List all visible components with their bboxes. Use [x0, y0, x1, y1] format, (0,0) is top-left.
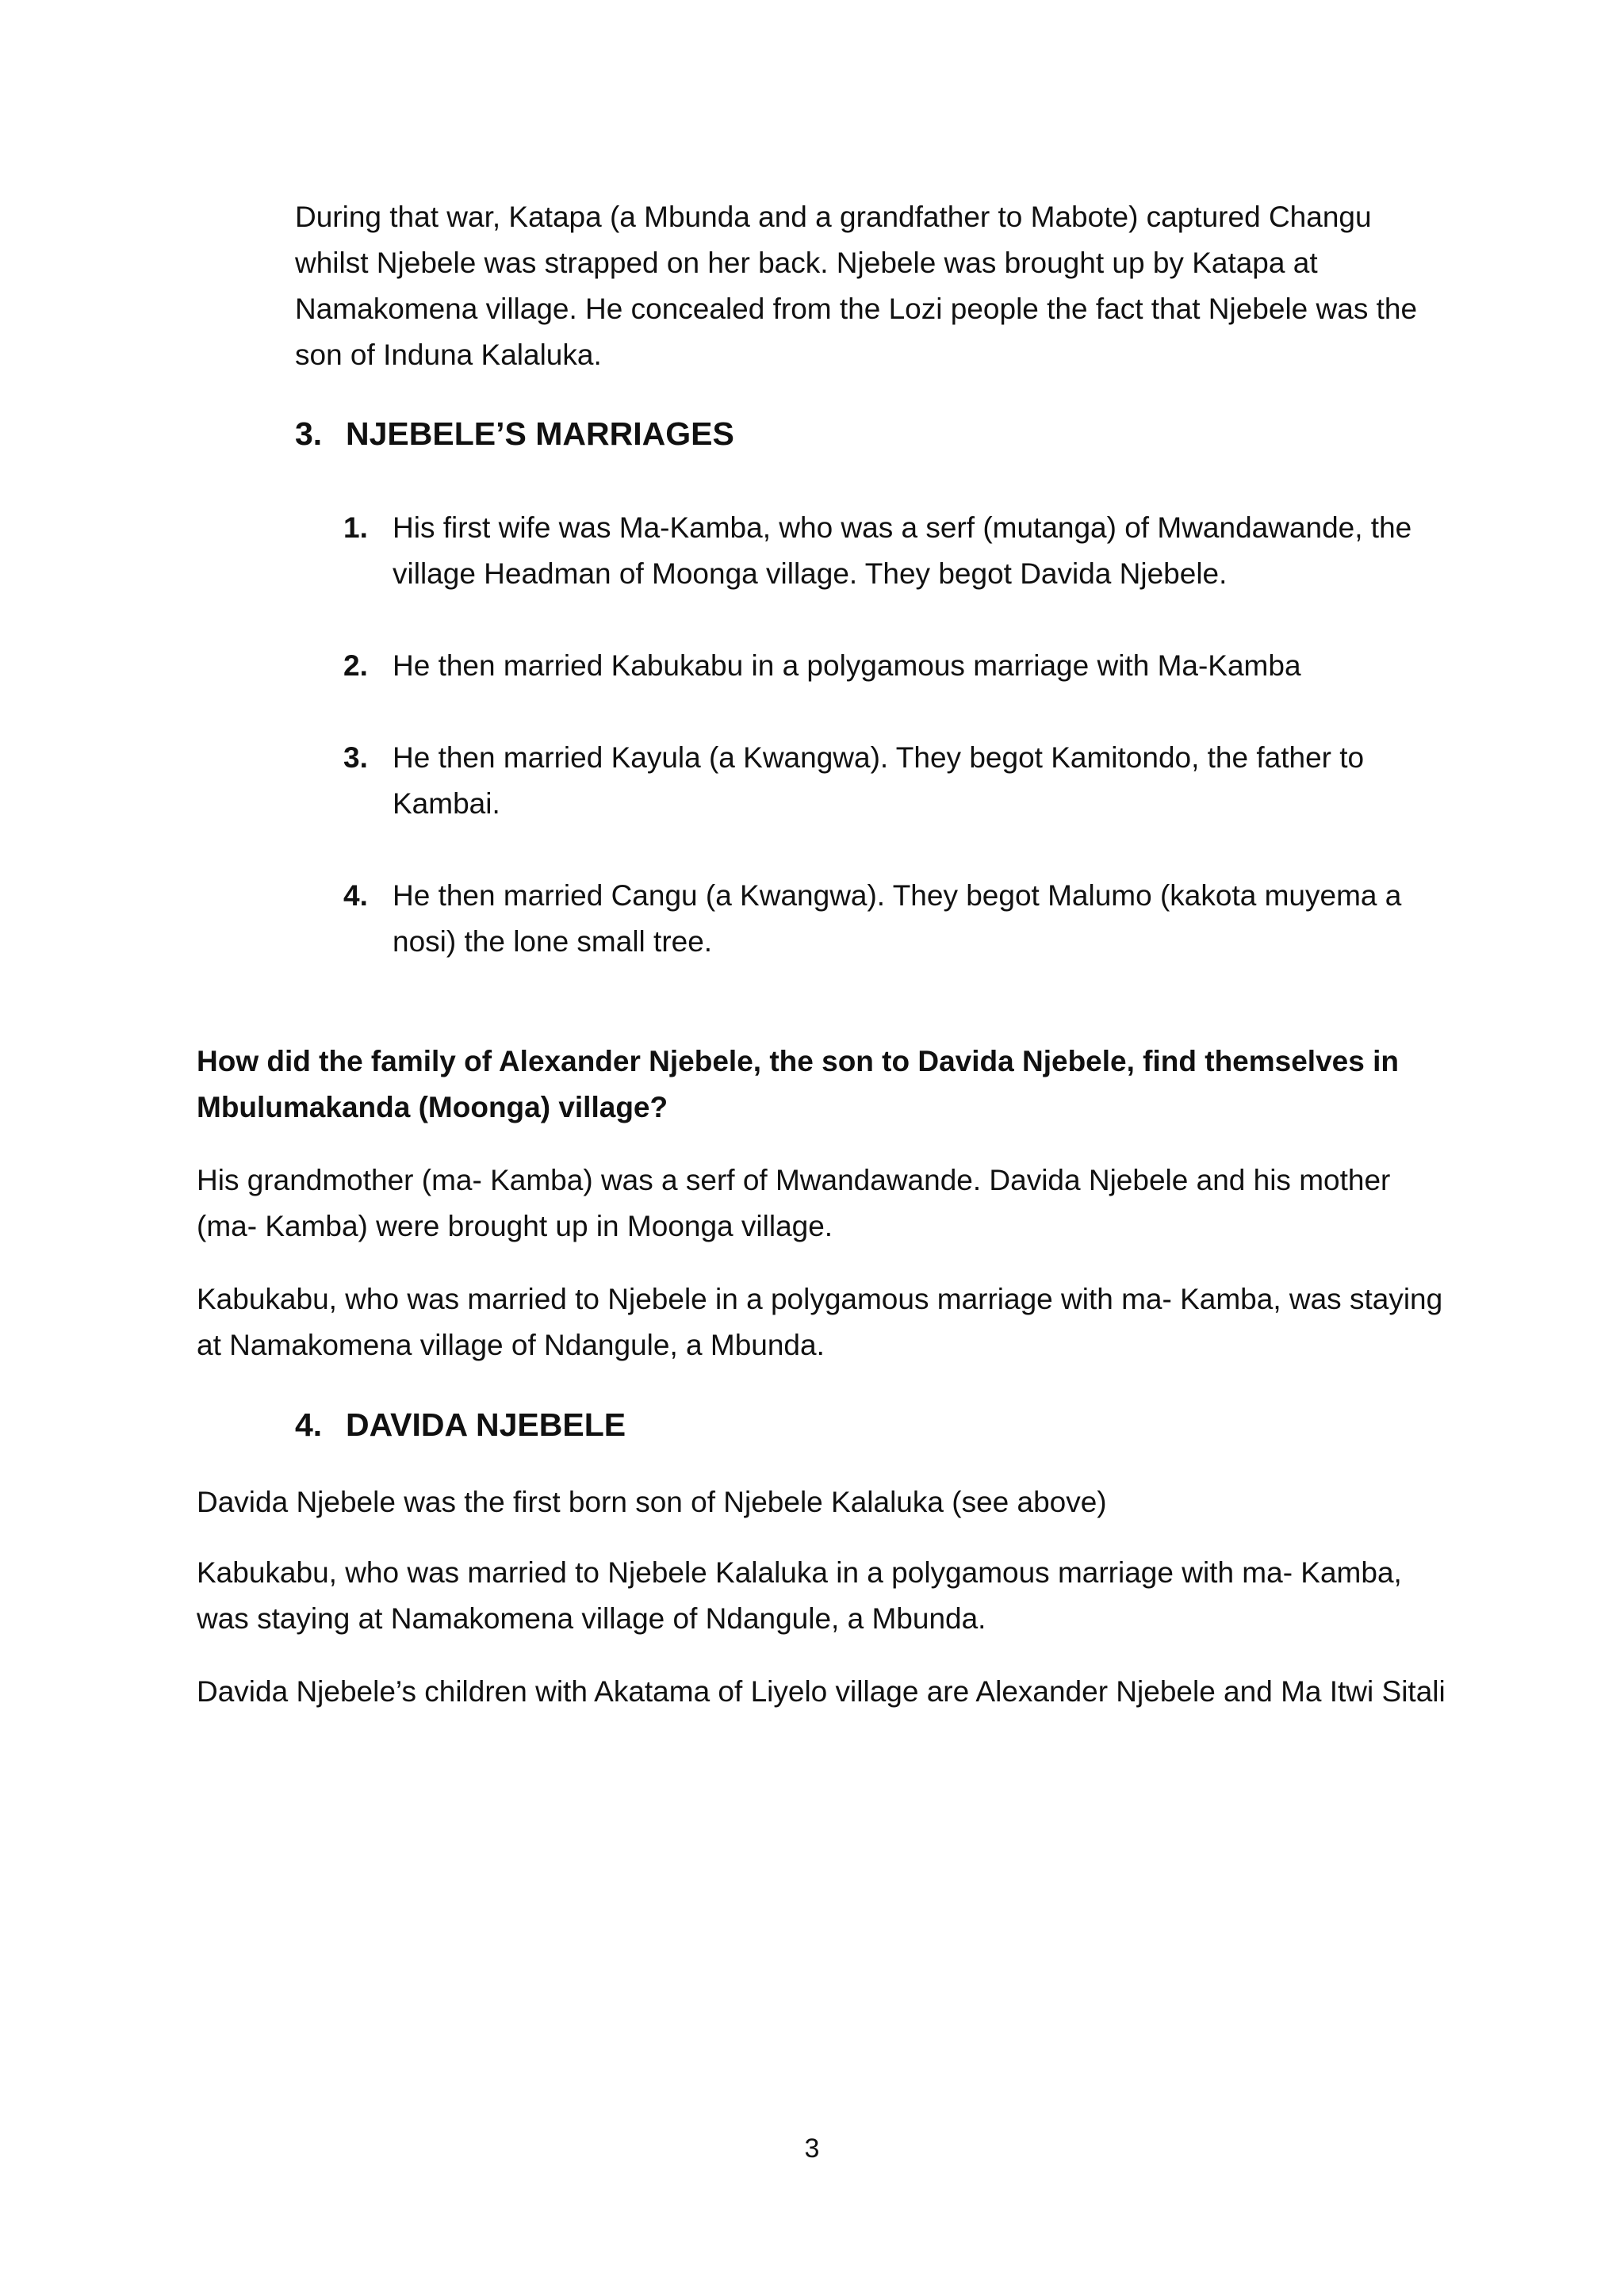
list-item — [343, 735, 1454, 827]
answer-paragraph: Kabukabu, who was married to Njebele in a polygamous marriage with ma- Kamba, was staying at Namakomena village of Ndangule, a Mbunda. — [197, 1283, 1443, 1361]
list-item — [343, 873, 1454, 965]
list-item — [343, 643, 1454, 689]
list-marker: 4. — [343, 879, 368, 912]
section-4-title: DAVIDA NJEBELE — [346, 1406, 626, 1443]
section-3-number: 3. — [295, 415, 323, 452]
page-number: 3 — [804, 2133, 820, 2164]
list-marker: 3. — [343, 741, 368, 774]
list-item-text: He then married Kabukabu in a polygamous marriage with Ma-Kamba — [393, 649, 1301, 682]
section-3-title: NJEBELE’S MARRIAGES — [346, 415, 734, 452]
question-paragraph: How did the family of Alexander Njebele, the son to Davida Njebele, find themselves in Mbulumakanda (Moonga) village? — [197, 1045, 1399, 1123]
list-item-text: He then married Cangu (a Kwangwa). They begot Malumo (kakota muyema a nosi) the lone small tree. — [393, 879, 1402, 958]
list-marker: 1. — [343, 511, 368, 544]
section-4-heading — [295, 1405, 626, 1445]
section-4-paragraph: Kabukabu, who was married to Njebele Kalaluka in a polygamous marriage with ma- Kamba, was staying at Namakomena village of Ndangule, a Mbunda. — [197, 1556, 1402, 1635]
answer-paragraph: His grandmother (ma- Kamba) was a serf of Mwandawande. Davida Njebele and his mother (ma- Kamba) were brought up in Moonga village. — [197, 1164, 1391, 1242]
list-marker: 2. — [343, 649, 368, 682]
section-4-number: 4. — [295, 1406, 323, 1443]
section-4-paragraph: Davida Njebele’s children with Akatama of Liyelo village are Alexander Njebele and Ma Itwi Sitali — [197, 1675, 1446, 1708]
intro-paragraph: During that war, Katapa (a Mbunda and a grandfather to Mabote) captured Changu whilst Njebele was strapped on her back. Njebele was brought up by Katapa at Namakomena village. He concealed from the Lozi people the fact that Njebele was the son of Induna Kalaluka. — [295, 201, 1418, 371]
section-4-paragraph: Davida Njebele was the first born son of Njebele Kalaluka (see above) — [197, 1486, 1107, 1518]
list-item-text: His first wife was Ma-Kamba, who was a serf (mutanga) of Mwandawande, the village Headman of Moonga village. They begot Davida Njebele. — [393, 511, 1412, 590]
section-3-heading — [295, 414, 734, 453]
list-item — [343, 505, 1454, 597]
list-item-text: He then married Kayula (a Kwangwa). They begot Kamitondo, the father to Kambai. — [393, 741, 1365, 820]
